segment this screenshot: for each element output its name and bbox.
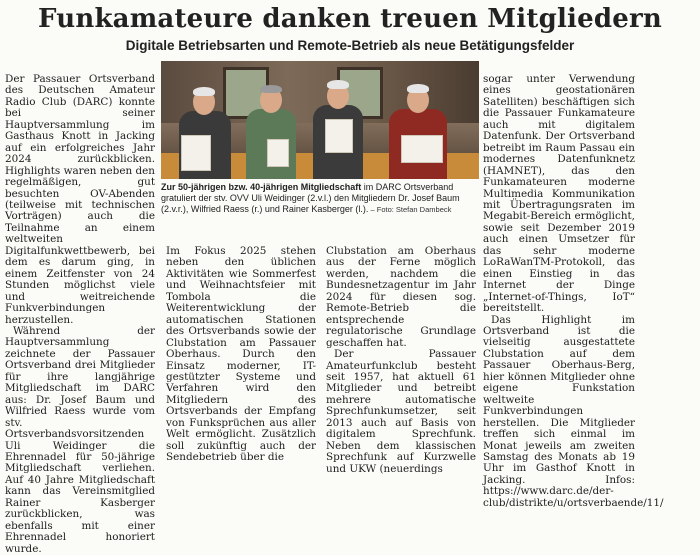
members-photo — [161, 61, 479, 179]
photo-caption — [161, 182, 479, 215]
paragraph: Während der Hauptversammlung zeichnete der Passauer Ortsverband drei Mitglieder für ihre langjährige Mitgliedschaft im DARC aus: Dr. Josef Baum und Wilfried Raess wurde vom stv. Ortsverbandsvorsitzenden Uli Weidinger die Ehrennadel für 50-jährige Mitgliedschaft verliehen. Auf 40 Jahre Mitgliedschaft kann das Vereinsmitglied Rainer Kasberger zurückblicken, was ebenfalls mit einer Ehrennadel honoriert wurde. — [5, 324, 155, 555]
person-kasberger — [175, 83, 235, 179]
text-column-3 — [326, 246, 476, 475]
text-column-1 — [5, 74, 155, 555]
text-column-2 — [166, 246, 316, 464]
person-baum — [307, 75, 369, 179]
article-subheadline: Digitale Betriebsarten und Remote-Betrieb als neue Betätigungsfelder — [125, 38, 575, 53]
article-headline: Funkamateure danken treuen Mitgliedern — [38, 4, 662, 34]
paragraph: Clubstation am Oberhaus aus der Ferne möglich werden, nachdem die Bundesnetzagentur im Jahr 2024 für diesen sog. Remote-Betrieb die entsprechende regulatorische Grundlage geschaffen hat. — [326, 245, 476, 349]
person-weidinger — [241, 79, 301, 179]
paragraph: Der Passauer Ortsverband des Deutschen Amateur Radio Club (DARC) konnte bei seiner Hauptversammlung im Gasthaus Knott in Jacking auf ein erfolgreiches Jahr 2024 zurückblicken. Highlights waren neben den regelmäßigen, gut besuchten OV-Abenden (teilweise mit technischen Vorträgen) auch die Teilnahme an einem weltweiten Digitalfunkwettbewerb, bei dem es darum ging, in einem Zeitfenster von 24 Stunden möglichst viele und weitreichende Funkverbindungen herzustellen. — [5, 73, 155, 326]
person-raess — [383, 79, 453, 179]
caption-text: im DARC Ortsverband gratuliert der stv. OVV Uli Weidinger (2.v.l.) den Mitgliedern Dr. Josef Baum (2.v.r.), Wilfried Raess (r.) und Rainer Kasberger (l.). — [161, 182, 460, 214]
paragraph: Der Passauer Amateurfunkclub besteht seit 1957, hat aktuell 61 Mitglieder und betreibt mehrere automatische Sprechfunkumsetzer, seit 2013 auch auf Basis von digitalem Sprechfunk. Neben dem klassischen Sprechfunk auf Kurzwelle und UKW (neuerdings — [326, 348, 476, 475]
text-column-4 — [483, 73, 664, 509]
paragraph: sogar unter Verwendung eines geostationären Satelliten) beschäftigen sich die Passauer Funkamateure auch mit digitalem Datenfunk. Der Ortsverband betreibt im Raum Passau ein modernes Datenfunknetz (HAMNET), das den Funkamateuren moderne Multimedia Kommunikation mit Übertragungsraten im Megabit-Bereich ermöglicht, sowie seit Dezember 2019 auch einen Umsetzer für das sehr moderne LoRaWanTM-Protokoll, das einen Einstieg in das Internet der Dinge „Internet-of-Things, IoT“ bereitstellt. — [483, 73, 635, 315]
caption-bold: Zur 50-jährigen bzw. 40-jährigen Mitgliedschaft — [161, 182, 362, 192]
photo-credit: – Foto: Stefan Dambeck — [368, 205, 452, 214]
paragraph: Im Fokus 2025 stehen neben den üblichen Aktivitäten wie Sommerfest und Weihnachtsfeier mit Tombola die Weiterentwicklung der automatischen Stationen des Ortsverbands sowie der Clubstation am Passauer Oberhaus. Durch den Einsatz moderner, IT-gestützter Systeme und Verfahren wird den Mitgliedern des Ortsverbands der Empfang von Funksprüchen aus aller Welt ermöglicht. Zusätzlich soll zukünftig auch der Sendebetrieb über die — [166, 245, 316, 464]
paragraph: Das Highlight im Ortsverband ist die vielseitig ausgestattete Clubstation auf dem Passauer Oberhaus-Berg, hier können Mitglieder ohne eigene Funkstation weltweite Funkverbindungen herstellen. Die Mitglieder treffen sich einmal im Monat jeweils am zweiten Samstag des Monats ab 19 Uhr im Gasthof Knott in Jacking. Infos: https://www.darc.de/der-club/distrikte/u/ortsverbaende/11/ — [483, 313, 664, 509]
